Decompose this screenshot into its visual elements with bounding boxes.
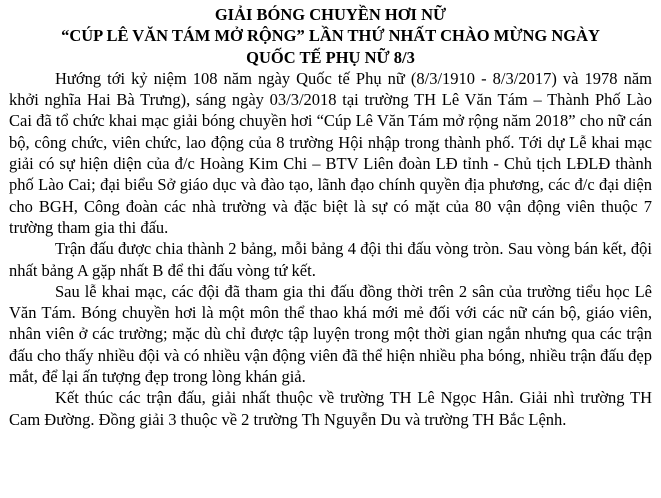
title-line-3: QUỐC TẾ PHỤ NỮ 8/3 [246, 47, 415, 67]
paragraph-format: Trận đấu được chia thành 2 bảng, mỗi bảng 4 đội thi đấu vòng tròn. Sau vòng bán kết, đội nhất bảng A gặp nhất B để thi đấu vòng tứ kết. [9, 239, 652, 280]
article-title [9, 4, 652, 68]
title-line-1: GIẢI BÓNG CHUYỀN HƠI NỮ [214, 5, 447, 24]
paragraph-results: Kết thúc các trận đấu, giải nhất thuộc về trường TH Lê Ngọc Hân. Giải nhì trường TH Cam Đường. Đồng giải 3 thuộc về 2 trường Th Nguyễn Du và trường TH Bắc Lệnh. [9, 388, 652, 429]
title-line-2: “CÚP LÊ VĂN TÁM MỞ RỘNG” LẦN THỨ NHẤT CHÀO MỪNG NGÀY [61, 26, 600, 46]
paragraph-matches: Sau lễ khai mạc, các đội đã tham gia thi đấu đồng thời trên 2 sân của trường tiểu học Lê Văn Tám. Bóng chuyền hơi là một môn thể thao khá mới mẻ đối với các nữ cán bộ, giáo viên, nhân viên ở các trường; mặc dù chỉ được tập luyện trong một thời gian ngắn nhưng qua các trận đấu cho thấy nhiều đội và có nhiều vận động viên đã thể hiện nhiều pha bóng, nhiều trận đấu đẹp mắt, để lại ấn tượng đẹp trong lòng khán giả. [9, 281, 652, 387]
paragraph-intro: Hướng tới kỷ niệm 108 năm ngày Quốc tế Phụ nữ (8/3/1910 - 8/3/2017) và 1978 năm khởi nghĩa Hai Bà Trưng), sáng ngày 03/3/2018 tại trường TH Lê Văn Tám – Thành Phố Lào Cai đã tổ chức khai mạc giải bóng chuyền hơi “Cúp Lê Văn Tám mở rộng năm 2018” cho nữ cán bộ, công chức, viên chức, lao động của 8 trường Hội nhập trong thành phố. Tới dự Lễ khai mạc giải có sự hiện diện của đ/c Hoàng Kim Chi – BTV Liên đoàn LĐ tỉnh - Chủ tịch LĐLĐ thành phố Lào Cai; đại biểu Sở giáo dục và đào tạo, lãnh đạo chính quyền địa phương, các đ/c đại diện cho BGH, Công đoàn các nhà trường và đặc biệt là sự có mặt của 80 vận động viên thuộc 7 trường tham gia thi đấu. [9, 68, 652, 237]
article-body [9, 68, 652, 430]
